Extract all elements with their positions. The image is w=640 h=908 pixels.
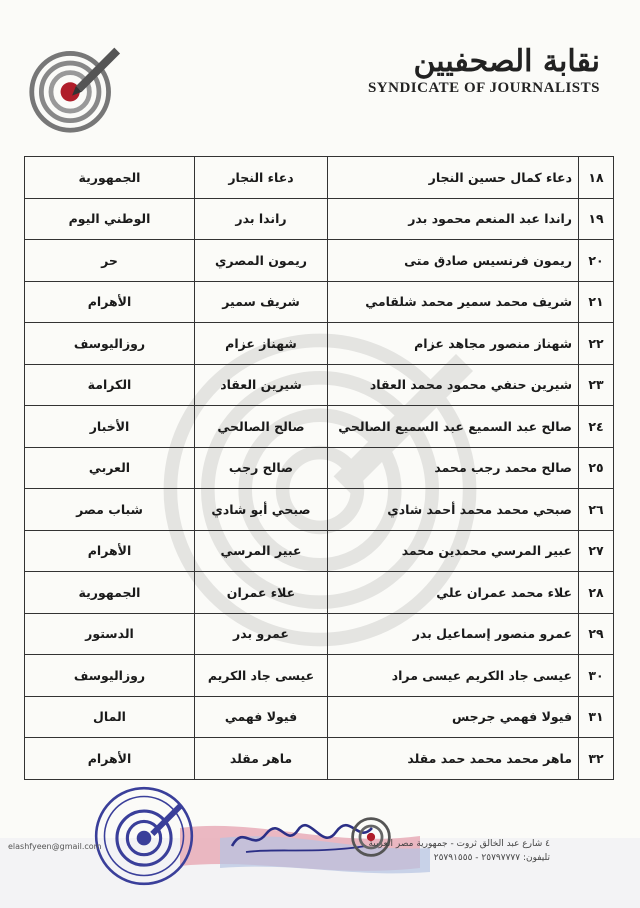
byline-name-cell: صالح الصالحي <box>195 406 328 448</box>
publication-cell: العربي <box>25 447 195 489</box>
byline-name-cell: راندا بدر <box>195 198 328 240</box>
full-name-cell: عمرو منصور إسماعيل بدر <box>328 613 579 655</box>
table-row <box>25 572 614 614</box>
byline-name-cell: دعاء النجار <box>195 157 328 199</box>
table-row <box>25 655 614 697</box>
full-name-cell: صالح محمد رجب محمد <box>328 447 579 489</box>
full-name-cell: ماهر محمد محمد حمد مقلد <box>328 738 579 780</box>
table-row <box>25 323 614 365</box>
row-number: ٣١ <box>579 696 614 738</box>
publication-cell: الأخبار <box>25 406 195 448</box>
row-number: ٢١ <box>579 281 614 323</box>
publication-cell: الكرامة <box>25 364 195 406</box>
byline-name-cell: عمرو بدر <box>195 613 328 655</box>
row-number: ٢٤ <box>579 406 614 448</box>
publication-cell: شباب مصر <box>25 489 195 531</box>
byline-name-cell: فيولا فهمي <box>195 696 328 738</box>
byline-name-cell: عبير المرسي <box>195 530 328 572</box>
publication-cell: الوطني اليوم <box>25 198 195 240</box>
full-name-cell: شهناز منصور مجاهد عزام <box>328 323 579 365</box>
full-name-cell: صالح عبد السميع عبد السميع الصالحي <box>328 406 579 448</box>
footer-address: ٤ شارع عبد الخالق ثروت - جمهورية مصر العربية <box>368 839 550 849</box>
publication-cell: الأهرام <box>25 530 195 572</box>
row-number: ٢٥ <box>579 447 614 489</box>
table-row <box>25 406 614 448</box>
byline-name-cell: شريف سمير <box>195 281 328 323</box>
table-row <box>25 530 614 572</box>
brand-block <box>368 44 600 97</box>
full-name-cell: دعاء كمال حسين النجار <box>328 157 579 199</box>
row-number: ٢٨ <box>579 572 614 614</box>
full-name-cell: شيرين حنفي محمود محمد العقاد <box>328 364 579 406</box>
table-row <box>25 613 614 655</box>
table-row <box>25 240 614 282</box>
publication-cell: الجمهورية <box>25 157 195 199</box>
table-row <box>25 447 614 489</box>
table-row <box>25 489 614 531</box>
table-row <box>25 738 614 780</box>
full-name-cell: راندا عبد المنعم محمود بدر <box>328 198 579 240</box>
publication-cell: روزاليوسف <box>25 323 195 365</box>
byline-name-cell: صالح رجب <box>195 447 328 489</box>
footer-email[interactable]: elashfyeen@gmail.com <box>8 842 102 851</box>
table-row <box>25 696 614 738</box>
full-name-cell: علاء محمد عمران علي <box>328 572 579 614</box>
syndicate-logo-icon <box>26 40 122 136</box>
row-number: ٢٦ <box>579 489 614 531</box>
table-row <box>25 198 614 240</box>
footer-phone: تليفون: ٢٥٧٩٧٧٧٧ - ٢٥٧٩١٥٥٥ <box>433 852 550 863</box>
table-row <box>25 157 614 199</box>
byline-name-cell: صبحي أبو شادي <box>195 489 328 531</box>
row-number: ٢٧ <box>579 530 614 572</box>
full-name-cell: عبير المرسي محمدين محمد <box>328 530 579 572</box>
full-name-cell: شريف محمد سمير محمد شلقامي <box>328 281 579 323</box>
footer-address-block <box>368 838 550 866</box>
row-number: ٣٠ <box>579 655 614 697</box>
row-number: ١٨ <box>579 157 614 199</box>
byline-name-cell: عيسى جاد الكريم <box>195 655 328 697</box>
full-name-cell: عيسى جاد الكريم عيسى مراد <box>328 655 579 697</box>
official-stamp-icon <box>92 784 196 888</box>
row-number: ١٩ <box>579 198 614 240</box>
publication-cell: روزاليوسف <box>25 655 195 697</box>
table-row <box>25 364 614 406</box>
table-row <box>25 281 614 323</box>
full-name-cell: ريمون فرنسيس صادق متى <box>328 240 579 282</box>
byline-name-cell: ريمون المصري <box>195 240 328 282</box>
row-number: ٢٢ <box>579 323 614 365</box>
full-name-cell: صبحي محمد محمد أحمد شادي <box>328 489 579 531</box>
byline-name-cell: شهناز عزام <box>195 323 328 365</box>
row-number: ٢٩ <box>579 613 614 655</box>
publication-cell: الأهرام <box>25 738 195 780</box>
journalists-table <box>24 156 614 780</box>
publication-cell: الدستور <box>25 613 195 655</box>
byline-name-cell: شيرين العقاد <box>195 364 328 406</box>
publication-cell: المال <box>25 696 195 738</box>
row-number: ٣٢ <box>579 738 614 780</box>
byline-name-cell: علاء عمران <box>195 572 328 614</box>
byline-name-cell: ماهر مقلد <box>195 738 328 780</box>
full-name-cell: فيولا فهمي جرجس <box>328 696 579 738</box>
row-number: ٢٠ <box>579 240 614 282</box>
publication-cell: الأهرام <box>25 281 195 323</box>
brand-arabic-title: نقابة الصحفيين <box>413 44 600 79</box>
row-number: ٢٣ <box>579 364 614 406</box>
publication-cell: الجمهورية <box>25 572 195 614</box>
publication-cell: حر <box>25 240 195 282</box>
brand-english-title: SYNDICATE OF JOURNALISTS <box>367 80 600 96</box>
